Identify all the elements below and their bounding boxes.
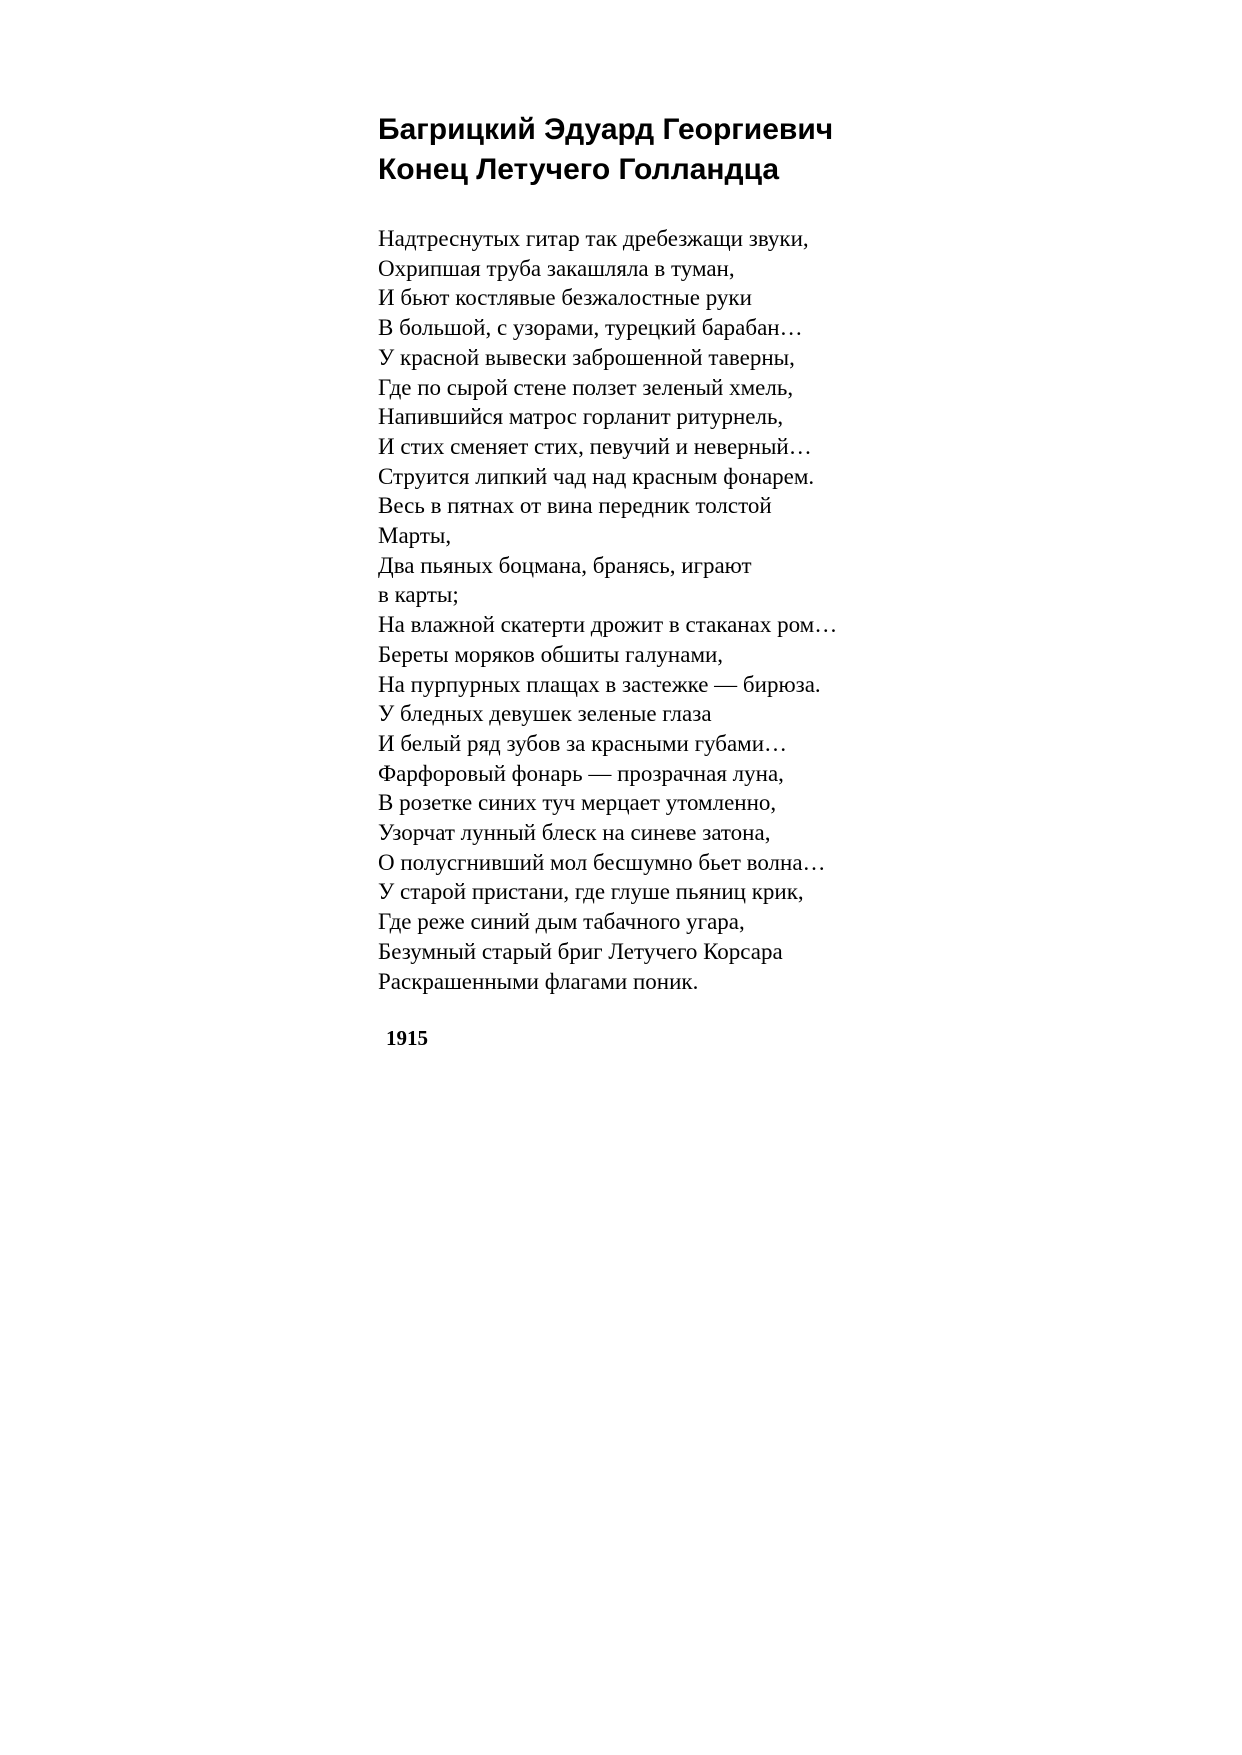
poem-body [378, 224, 1198, 996]
poem-line: У бледных девушек зеленые глаза [378, 701, 712, 727]
poem-line: О полусгнивший мол бесшумно бьет волна… [378, 849, 826, 875]
poem-line: И бьют костлявые безжалостные руки [378, 285, 752, 311]
poem-line: Береты моряков обшиты галунами, [378, 641, 724, 667]
poem-line: Фарфоровый фонарь — прозрачная луна, [378, 760, 784, 786]
poem-line: Узорчат лунный блеск на синеве затона, [378, 820, 771, 846]
poem-line: Марты, [378, 523, 452, 549]
poem-line: У старой пристани, где глуше пьяниц крик, [378, 879, 804, 905]
poem-line: У красной вывески заброшенной таверны, [378, 344, 795, 370]
poem-line: На влажной скатерти дрожит в стаканах ром… [378, 612, 838, 638]
poem-line: В розетке синих туч мерцает утомленно, [378, 790, 777, 816]
poem-line: Безумный старый бриг Летучего Корсара [378, 938, 783, 964]
poem-line: Весь в пятнах от вина передник толстой [378, 493, 772, 519]
poem-line: В большой, с узорами, турецкий барабан… [378, 315, 803, 341]
poem-line: Два пьяных боцмана, бранясь, играют [378, 552, 752, 578]
poem-line: Где по сырой стене ползет зеленый хмель, [378, 374, 794, 400]
poem-line: Струится липкий чад над красным фонарем. [378, 463, 815, 489]
poem-line: Где реже синий дым табачного угара, [378, 909, 745, 935]
poem-line: И стих сменяет стих, певучий и неверный… [378, 433, 812, 459]
document-header [378, 110, 1198, 190]
poem-line: в карты; [378, 582, 459, 608]
poem-line: Охрипшая труба закашляла в туман, [378, 255, 735, 281]
poem-line: Раскрашенными флагами поник. [378, 968, 699, 994]
poem-line: Надтреснутых гитар так дребезжащи звуки, [378, 226, 809, 251]
poem-line: И белый ряд зубов за красными губами… [378, 730, 788, 756]
poem-line: Напившийся матрос горланит ритурнель, [378, 404, 784, 430]
author-name: Багрицкий Эдуард Георгиевич [378, 113, 834, 146]
poem-title: Конец Летучего Голландца [378, 153, 780, 186]
poem-year: 1915 [386, 1026, 428, 1050]
poem-line: На пурпурных плащах в застежке — бирюза. [378, 671, 821, 697]
